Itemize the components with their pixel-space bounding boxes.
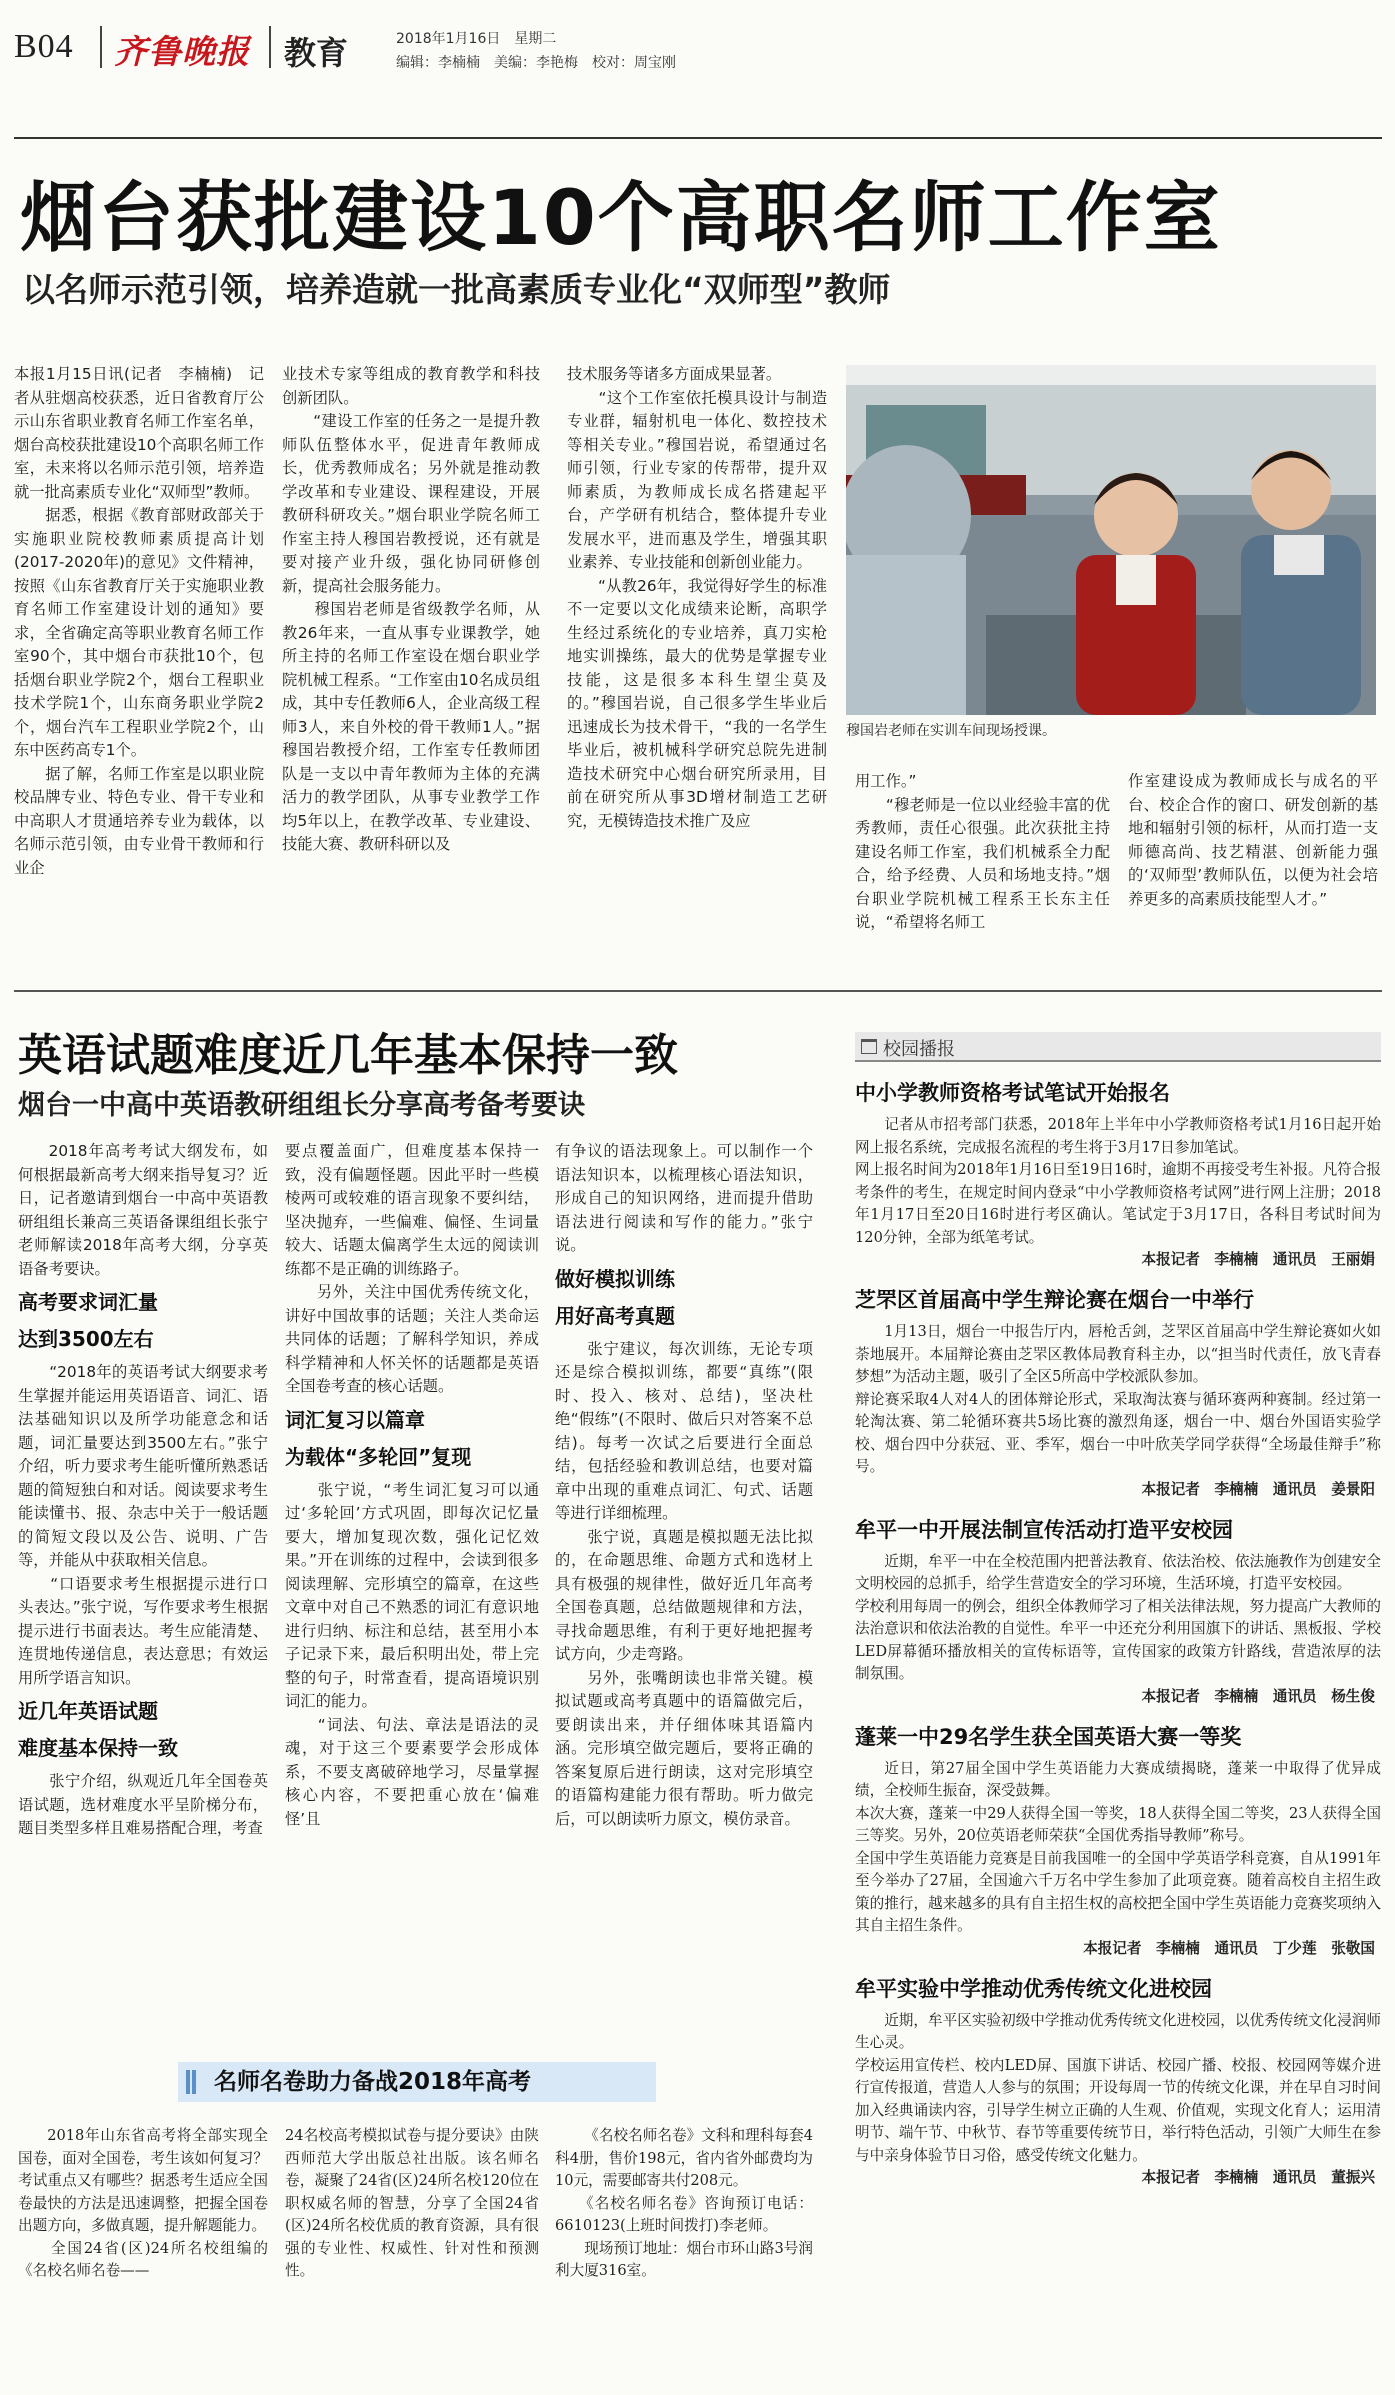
lead-col-1: 本报1月15日讯(记者 李楠楠) 记者从驻烟高校获悉，近日省教育厅公示山东省职业教育名师工作室名单，烟台高校获批建设10个高职名师工作室，未来将以名师示范引领，培养造就一批高素质专业化“双师型”教师。 据悉，根据《教育部财政部关于实施职业院校教师素质提高计划(2017-2020年)的意见》文件精神，按照《山东省教育厅关于实施职业教育名师工作室建设计划的通知》要求，全省确定高等职业教育名师工作室90个，其中烟台市获批10个，包括烟台职业学院2个，烟台工程职业技术学院1个，山东商务职业学院2个，烟台汽车工程职业学院2个，山东中医药高专1个。 据了解，名师工作室是以职业院校品牌专业、特色专业、骨干专业和中高职人才贯通培养专业为载体，以名师示范引领，由专业骨干教师和行业企 xyxy=(14,365,264,877)
english-subheading-1a: 高考要求词汇量 xyxy=(18,1290,158,1314)
campus-news-title: 牟平一中开展法制宣传活动打造平安校园 xyxy=(855,1517,1233,1542)
banner-mark-right xyxy=(192,2070,196,2094)
lead-subhead: 以名师示范引领，培养造就一批高素质专业化“双师型”教师 xyxy=(22,270,891,309)
english-subheading-4b: 用好高考真题 xyxy=(555,1303,675,1328)
books-banner xyxy=(178,2062,656,2102)
english-subheading-3b: 为载体“多轮回”复现 xyxy=(285,1444,472,1469)
campus-news-item xyxy=(855,1722,1381,1960)
english-subheading-2b: 难度基本保持一致 xyxy=(18,1736,178,1760)
campus-panel xyxy=(855,1032,1381,2388)
english-subheading-3a: 词汇复习以篇章 xyxy=(285,1407,425,1432)
banner-mark-left xyxy=(186,2070,190,2094)
books-col-2: 24名校高考模拟试卷与提分要诀》由陕西师范大学出版总社出版。该名师名卷，凝聚了24省(区)24所名校120位在职权威名师的智慧，分享了全国24省(区)24所名校优质的教育资源，具有很强的专业性、权威性、针对性和预测性。 xyxy=(285,2127,539,2279)
english-col-2 xyxy=(285,1140,539,2040)
lead-col-3: 技术服务等诸多方面成果显著。 “这个工作室依托模具设计与制造专业群，辐射机电一体化、数控技术等相关专业。”穆国岩说，希望通过名师引领，行业专家的传帮带，提升双师素质，为教师成长成名搭建起平台，产学研有机结合，整体提升专业发展水平，进而惠及学生，增强其职业素养、专业技能和创新创业能力。 “从教26年，我觉得好学生的标准不一定要以文化成绩来论断，高职学生经过系统化的专业培养，真刀实枪地实训操练，最大的优势是掌握专业技能，这是很多本科生望尘莫及的。”穆国岩说，自己很多学生毕业后迅速成长为技术骨干，“我的一名学生毕业后，被机械科学研究总院先进制造技术研究中心烟台研究所录用，目前在研究所从事3D增材制造工艺研究，无模铸造技术推广及应 xyxy=(567,365,827,830)
campus-news-item xyxy=(855,1515,1381,1708)
english-subhead: 烟台一中高中英语教研组组长分享高考备考要诀 xyxy=(18,1090,585,1121)
workshop-photo xyxy=(846,365,1376,715)
english-intro: 2018年高考考试大纲发布，如何根据最新高考大纲来指导复习？近日，记者邀请到烟台一中高中英语教研组组长兼高三英语备课组组长张宁老师解读2018年高考大纲，分享英语备考要诀。 xyxy=(18,1142,268,1278)
english-subheading-2a: 近几年英语试题 xyxy=(18,1699,158,1723)
campus-news-item xyxy=(855,1078,1381,1271)
english-headline: 英语试题难度近几年基本保持一致 xyxy=(18,1030,678,1081)
campus-news-body: 近期，牟平一中在全校范围内把普法教育、依法治校、依法施教作为创建安全文明校园的总抓手，给学生营造安全的学习环境，生活环境，打造平安校园。 学校利用每周一的例会，组织全体教师学习了相关法律法规，努力提高广大教师的法治意识和依法治教的自觉性。牟平一中还充分利用国旗下的讲话、黑板报、学校LED屏幕循环播放相关的宣传标语等，宣传国家的政策方针路线，营造浓厚的法制氛围。 xyxy=(855,1552,1381,1682)
page-number: B04 xyxy=(14,28,74,65)
section-name: 教育 xyxy=(284,34,349,72)
paper-logo: 齐鲁晚报 xyxy=(114,32,250,71)
english-subheading-1b: 达到3500左右 xyxy=(18,1327,154,1351)
books-col-3: 《名校名师名卷》文科和理科每套4科4册，售价198元，省内省外邮费均为10元，需要邮寄共付208元。 《名校名师名卷》咨询预订电话：6610123(上班时间拨打)李老师。 现场预订地址：烟台市环山路3号润利大厦316室。 xyxy=(555,2127,813,2279)
campus-news-body: 1月13日，烟台一中报告厅内，唇枪舌剑，芝罘区首届高中学生辩论赛如火如荼地展开。本届辩论赛由芝罘区教体局教育科主办，以“担当时代责任，放飞青春梦想”为活动主题，吸引了全区5所高中学校派队参加。 辩论赛采取4人对4人的团体辩论形式，采取淘汰赛与循环赛两种赛制。经过第一轮淘汰赛、第二轮循环赛共5场比赛的激烈角逐，烟台一中、烟台外国语实验学校、烟台四中分获冠、亚、季军，烟台一中叶欣芙学同学获得“全场最佳辩手”称号。 xyxy=(855,1323,1381,1475)
campus-news-body: 近日，第27届全国中学生英语能力大赛成绩揭晓，蓬莱一中取得了优异成绩，全校师生振奋，深受鼓舞。 本次大赛，蓬莱一中29人获得全国一等奖，18人获得全国二等奖，23人获得全国三等奖。另外，20位英语老师荣获“全国优秀指导教师”称号。 全国中学生英语能力竞赛是目前我国唯一的全国中学英语学科竞赛，自从1991年至今举办了27届，全国逾六千万名中学生参加了此项竞赛。随着高校自主招生政策的推行，越来越多的具有自主招生权的高校把全国中学生英语能力竞赛奖项纳入其自主招生条件。 xyxy=(855,1759,1381,1934)
editor-credits: 编辑：李楠楠 美编：李艳梅 校对：周宝刚 xyxy=(396,55,676,71)
campus-news-body: 记者从市招考部门获悉，2018年上半年中小学教师资格考试1月16日起开始网上报名系统，完成报名流程的考生将于3月17日参加笔试。 网上报名时间为2018年1月16日至19日16时，逾期不再接受考生补报。凡符合报考条件的考生，在规定时间内登录“中小学教师资格考试网”进行网上注册；2018年1月17日至20日16时进行考区确认。笔试定于3月17日，各科目考试时间为120分钟，全部为纸笔考试。 xyxy=(855,1116,1381,1246)
lead-headline: 烟台获批建设10个高职名师工作室 xyxy=(20,173,1222,262)
english-body-2: 张宁介绍，纵观近几年全国卷英语试题，选材难度水平呈阶梯分布，题目类型多样且难易搭配合理，考查 xyxy=(18,1772,268,1837)
campus-news-title: 芝罘区首届高中学生辩论赛在烟台一中举行 xyxy=(855,1288,1254,1312)
campus-news-byline: 本报记者 李楠楠 通讯员 姜景阳 xyxy=(1141,1480,1375,1498)
campus-news-item xyxy=(855,1285,1381,1501)
lead-col-2: 业技术专家等组成的教育教学和科技创新团队。 “建设工作室的任务之一是提升教师队伍整体水平，促进青年教师成长，优秀教师成名；另外就是推动教学改革和专业建设、课程建设，开展教研科研攻关。”烟台职业学院名师工作室主持人穆国岩教授说，还有就是要对接产业升级，强化协同研修创新，提高社会服务能力。 穆国岩老师是省级教学名师，从教26年来，一直从事专业课教学，她所主持的名师工作室设在烟台职业学院机械工程系。“工作室由10名成员组成，其中专任教师6人，企业高级工程师3人，来自外校的骨干教师1人。”据穆国岩教授介绍，工作室专任教师团队是一支以中青年教师为主体的充满活力的教学团队，从事专业教学工作均5年以上，在教学改革、专业建设、技能大赛、教研科研以及 xyxy=(282,365,540,853)
campus-icon xyxy=(861,1039,877,1054)
masthead xyxy=(14,22,1384,92)
lead-col-5: 作室建设成为教师成长与成名的平台、校企合作的窗口、研发创新的基地和辐射引领的标杆，从而打造一支师德高尚、技艺精湛、创新能力强的‘双师型’教师队伍，以便为社会培养更多的高素质技能型人才。” xyxy=(1128,772,1378,908)
english-body-6: 张宁建议，每次训练，无论专项还是综合模拟训练，都要“真练”(限时、投入、核对、总结)，坚决杜绝“假练”(不限时、做后只对答案不总结)。每考一次试之后要进行全面总结，包括经验和教训总结，也要对篇章中出现的重难点词汇、句式、话题等进行详细梳理。 张宁说，真题是模拟题无法比拟的，在命题思维、命题方式和选材上具有极强的规律性，做好近几年高考全国卷真题，总结做题规律和方法，寻找命题思维，有利于更好地把握考试方向，少走弯路。 另外，张嘴朗读也非常关键。模拟试题或高考真题中的语篇做完后，要朗读出来，并仔细体味其语篇内涵。完形填空做完题后，要将正确的答案复原后进行朗读，这对完形填空的语篇构建能力很有帮助。听力做完后，可以朗读听力原文，模仿录音。 xyxy=(555,1339,813,1828)
english-col-1 xyxy=(18,1140,268,2040)
campus-news-byline: 本报记者 李楠楠 通讯员 丁少莲 张敬国 xyxy=(1083,1939,1375,1957)
campus-news-byline: 本报记者 李楠楠 通讯员 杨生俊 xyxy=(1141,1687,1375,1705)
english-col-3 xyxy=(555,1140,813,2040)
campus-header xyxy=(855,1032,1381,1062)
campus-news-byline: 本报记者 李楠楠 通讯员 王丽娟 xyxy=(1141,1251,1375,1268)
english-body-5: 有争议的语法现象上。可以制作一个语法知识本，以梳理核心语法知识，形成自己的知识网络，进而提升借助语法进行阅读和写作的能力。”张宁说。 xyxy=(555,1142,813,1254)
campus-news-byline: 本报记者 李楠楠 通讯员 董振兴 xyxy=(1141,2169,1375,2186)
section-divider xyxy=(14,990,1382,992)
photo-illustration xyxy=(846,365,1376,715)
campus-news-title: 蓬莱一中29名学生获全国英语大赛一等奖 xyxy=(855,1724,1242,1749)
campus-news-title: 牟平实验中学推动优秀传统文化进校园 xyxy=(855,1976,1212,2001)
books-banner-title: 名师名卷助力备战2018年高考 xyxy=(214,2069,532,2095)
english-body-4: 张宁说，“考生词汇复习可以通过‘多轮回’方式巩固，即每次记忆量要大，增加复现次数，强化记忆效果。”开在训练的过程中，会读到很多阅读理解、完形填空的篇章，在这些文章中对自己不熟悉的词汇有意识地进行归纳、标注和总结，甚至用小本子记录下来，最后积明出处，带上完整的句子，时常查看，提高语境识别词汇的能力。 “词法、句法、章法是语法的灵魂，对于这三个要素要学会形成体系，不要支离破碎地学习，尽量掌握核心内容，不要把重心放在‘偏难怪’且 xyxy=(285,1480,539,1828)
issue-date: 2018年1月16日 星期二 xyxy=(396,31,557,47)
campus-news-title: 中小学教师资格考试笔试开始报名 xyxy=(855,1081,1170,1105)
books-col-1: 2018年山东省高考将全部实现全国卷，面对全国卷，考生该如何复习？考试重点又有哪些？据悉考生适应全国卷最快的方法是迅速调整，把握全国卷出题方向，多做真题，提升解题能力。 全国24省(区)24所名校组编的《名校名师名卷—— xyxy=(18,2127,268,2279)
english-subheading-4a: 做好模拟训练 xyxy=(555,1266,675,1291)
photo-caption: 穆国岩老师在实训车间现场授课。 xyxy=(846,723,1056,739)
lead-col-4: 用工作。” “穆老师是一位以业经验丰富的优秀教师，责任心很强。此次获批主持建设名师工作室，我们机械系全力配合，给予经费、人员和场地支持。”烟台职业学院机械工程系王长东主任说，“希望将名师工 xyxy=(855,772,1110,931)
english-body-3: 要点覆盖面广，但难度基本保持一致，没有偏题怪题。因此平时一些模棱两可或较难的语言现象不要纠结，坚决抛弃，一些偏难、偏怪、生词量较大、话题太偏离学生太远的阅读训练都不是正确的训练路子。 另外，关注中国优秀传统文化，讲好中国故事的话题；关注人类命运共同体的话题；了解科学知识，养成科学精神和人怀关怀的话题都是英语全国卷考查的核心话题。 xyxy=(285,1142,539,1395)
campus-news-item xyxy=(855,1974,1381,2190)
english-body-1: “2018年的英语考试大纲要求考生掌握并能运用英语语音、词汇、语法基础知识以及所学功能意念和话题，词汇量要达到3500左右。”张宁介绍，听力要求考生能听懂所熟悉话题的简短独白和对话。阅读要求考生能读懂书、报、杂志中关于一般话题的简短文段以及公告、说明、广告等，并能从中获取相关信息。 “口语要求考生根据提示进行口头表达。”张宁说，写作要求考生根据提示进行书面表达。考生应能清楚、连贯地传递信息，表达意思；有效运用所学语言知识。 xyxy=(18,1363,268,1687)
campus-news-body: 近期，牟平区实验初级中学推动优秀传统文化进校园，以优秀传统文化浸润师生心灵。 学校运用宣传栏、校内LED屏、国旗下讲话、校园广播、校报、校园网等媒介进行宣传报道，营造人人参与的氛围；开设每周一节的传统文化课，并在早自习时间加入经典诵读内容，引导学生树立正确的人生观、价值观，实现文化育人；运用清明节、端午节、中秋节、春节等重要传统节日，举行特色活动，引领广大师生在参与中亲身体验节日习俗，感受传统文化魅力。 xyxy=(855,2011,1381,2164)
campus-list xyxy=(855,1062,1381,2189)
campus-label: 校园播报 xyxy=(883,1039,955,1060)
masthead-rule xyxy=(14,137,1382,139)
